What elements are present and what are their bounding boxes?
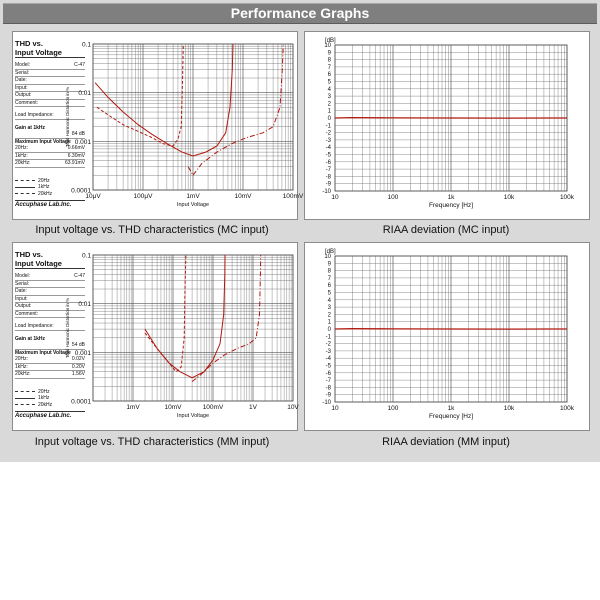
y-tick-label: 9 [327, 50, 331, 57]
y-tick-label: 4 [327, 86, 331, 93]
y-tick-label: 0.1 [81, 41, 91, 49]
riaa-deviation-line [335, 118, 567, 119]
info-field-value: C-47 [74, 62, 85, 68]
info-field-label: Model: [15, 273, 31, 279]
y-axis-title: [dB] [325, 38, 336, 44]
max-input-value: 6.30mV [67, 152, 85, 159]
y-tick-label: 10 [324, 254, 331, 260]
info-field-label: Serial: [15, 69, 30, 76]
load-impedance-label: Load Impedance: [15, 112, 85, 120]
x-tick-label: 10k [503, 405, 515, 412]
max-input-freq: 20kHz: [15, 160, 31, 166]
max-input-value: 0.66mV [67, 145, 85, 151]
y-tick-label: 0 [327, 327, 331, 333]
info-field-label: Model: [15, 62, 31, 68]
y-tick-label: 10 [324, 43, 331, 49]
thd-mm-panel [12, 242, 298, 431]
max-input-value: 0.02V [71, 356, 85, 362]
brand-label: Accuphase Lab.Inc. [15, 200, 85, 208]
y-tick-label: 0.1 [81, 252, 91, 260]
load-impedance-label: Load Impedance: [15, 323, 85, 331]
x-axis-title: Frequency [Hz] [428, 202, 474, 209]
thd-mm-chart [13, 243, 297, 430]
y-tick-label: 0.0001 [71, 398, 91, 406]
legend-label: 20Hz [38, 177, 50, 184]
y-tick-label: -7 [325, 378, 331, 385]
y-tick-label: -6 [325, 159, 331, 166]
x-tick-label: 100μV [133, 193, 153, 200]
y-tick-label: 7 [327, 275, 331, 282]
thd-mc-caption: Input voltage vs. THD characteristics (MC input) [35, 224, 269, 236]
thd-mm-caption: Input voltage vs. THD characteristics (MM input) [34, 436, 270, 448]
x-tick-label: 100 [387, 194, 399, 201]
legend-label: 20Hz [38, 388, 50, 395]
y-tick-label: 0.0001 [71, 187, 91, 195]
riaa-mc-panel [304, 31, 590, 220]
y-tick-label: -9 [325, 181, 331, 188]
info-heading: Input Voltage [15, 49, 85, 59]
x-tick-label: 100mV [202, 404, 224, 411]
y-tick-label: -4 [325, 145, 331, 152]
info-field-label: Output: [15, 92, 32, 98]
max-input-freq: 20Hz: [15, 145, 29, 151]
y-axis-title: [dB] [325, 249, 336, 255]
plot-area [93, 255, 293, 401]
y-tick-label: -2 [325, 130, 331, 137]
x-tick-label: 10μV [85, 193, 101, 200]
thd-mc-panel [12, 31, 304, 220]
x-axis-title: Input Voltage [176, 413, 210, 419]
gain-value: 54 dB [71, 342, 85, 348]
max-input-freq: 20kHz: [15, 371, 31, 377]
y-tick-label: -3 [325, 137, 331, 144]
max-input-freq: 1kHz: [15, 363, 28, 370]
x-tick-label: 10mV [234, 193, 252, 200]
y-tick-label: 8 [327, 57, 331, 64]
x-axis-title: Frequency [Hz] [428, 413, 474, 420]
y-tick-label: -5 [325, 152, 331, 159]
gain-label: Gain at 1kHz [15, 335, 46, 342]
y-tick-label: 2 [327, 101, 331, 108]
y-tick-label: 1 [327, 319, 331, 326]
x-tick-label: 10 [331, 405, 339, 412]
max-input-freq: 1kHz: [15, 152, 28, 159]
legend-label: 20kHz [38, 190, 53, 197]
gain-label: Gain at 1kHz [15, 124, 46, 131]
y-tick-label: 4 [327, 297, 331, 304]
y-tick-label: 0 [327, 116, 331, 122]
section-title: Performance Graphs [3, 3, 597, 24]
y-tick-label: -9 [325, 392, 331, 399]
info-heading: Input Voltage [15, 260, 85, 270]
max-input-label: Maximum Input Voltage [15, 349, 71, 356]
y-tick-label: 0.001 [74, 349, 91, 357]
y-tick-label: 8 [327, 268, 331, 275]
info-field-label: Serial: [15, 280, 30, 287]
y-tick-label: 2 [327, 312, 331, 319]
x-tick-label: 100k [559, 194, 575, 201]
riaa-mc-chart [305, 32, 589, 219]
y-tick-label: -6 [325, 370, 331, 377]
y-tick-label: -8 [325, 385, 331, 392]
y-axis-title: Total Harmonic Distortion in % [65, 86, 70, 148]
info-heading: THD vs. [15, 250, 43, 259]
y-tick-label: -8 [325, 174, 331, 181]
brand-label: Accuphase Lab.Inc. [15, 411, 85, 419]
x-axis-title: Input Voltage [176, 202, 210, 208]
info-heading: THD vs. [15, 39, 43, 48]
y-tick-label: -1 [325, 123, 331, 130]
x-tick-label: 10 [331, 194, 339, 201]
info-field-label: Comment: [15, 310, 39, 317]
x-tick-label: 1mV [126, 404, 140, 411]
thd-mc-chart [13, 32, 304, 219]
info-field-label: Comment: [15, 99, 39, 106]
y-tick-label: 0.01 [78, 301, 91, 309]
y-tick-label: 1 [327, 108, 331, 115]
x-tick-label: 1mV [186, 193, 200, 200]
riaa-mm-chart [305, 243, 589, 430]
y-tick-label: -2 [325, 341, 331, 348]
y-tick-label: 5 [327, 79, 331, 86]
legend-label: 20kHz [38, 401, 53, 408]
riaa-mc-caption: RIAA deviation (MC input) [382, 224, 510, 236]
max-input-value: 0.20V [71, 363, 85, 370]
info-field-label: Input: [15, 295, 28, 302]
legend-label: 1kHz [38, 184, 50, 190]
x-tick-label: 1V [249, 404, 257, 411]
y-tick-label: -4 [325, 356, 331, 363]
info-field-label: Output: [15, 303, 32, 309]
max-input-label: Maximum Input Voltage [15, 138, 71, 145]
y-tick-label: 7 [327, 64, 331, 71]
x-tick-label: 10V [287, 404, 299, 411]
y-tick-label: 0.001 [74, 138, 91, 146]
riaa-mm-panel [304, 242, 590, 431]
info-field-label: Date: [15, 77, 27, 83]
legend-label: 1kHz [38, 395, 50, 401]
y-tick-label: -3 [325, 348, 331, 355]
y-tick-label: 3 [327, 305, 331, 312]
y-tick-label: 6 [327, 283, 331, 290]
x-tick-label: 10k [503, 194, 515, 201]
info-field-label: Input: [15, 84, 28, 91]
gain-value: 84 dB [71, 131, 85, 137]
x-tick-label: 100mV [282, 193, 304, 200]
y-axis-title: Total Harmonic Distortion in % [65, 297, 70, 359]
max-input-value: 1.56V [71, 371, 85, 377]
y-tick-label: 6 [327, 72, 331, 79]
y-tick-label: 3 [327, 94, 331, 101]
y-tick-label: -1 [325, 334, 331, 341]
x-tick-label: 1k [447, 194, 455, 201]
y-tick-label: 0.01 [78, 90, 91, 98]
riaa-mm-caption: RIAA deviation (MM input) [382, 436, 510, 448]
info-field-label: Date: [15, 288, 27, 294]
y-tick-label: 5 [327, 290, 331, 297]
y-tick-label: -7 [325, 167, 331, 174]
info-field-value: C-47 [74, 273, 85, 279]
max-input-freq: 20Hz: [15, 356, 29, 362]
y-tick-label: 9 [327, 261, 331, 268]
x-tick-label: 10mV [164, 404, 182, 411]
y-tick-label: -10 [322, 400, 331, 406]
y-tick-label: -5 [325, 363, 331, 370]
y-tick-label: -10 [322, 189, 331, 195]
x-tick-label: 1k [447, 405, 455, 412]
x-tick-label: 100k [559, 405, 575, 412]
max-input-value: 63.91mV [64, 160, 85, 166]
x-tick-label: 100 [387, 405, 399, 412]
